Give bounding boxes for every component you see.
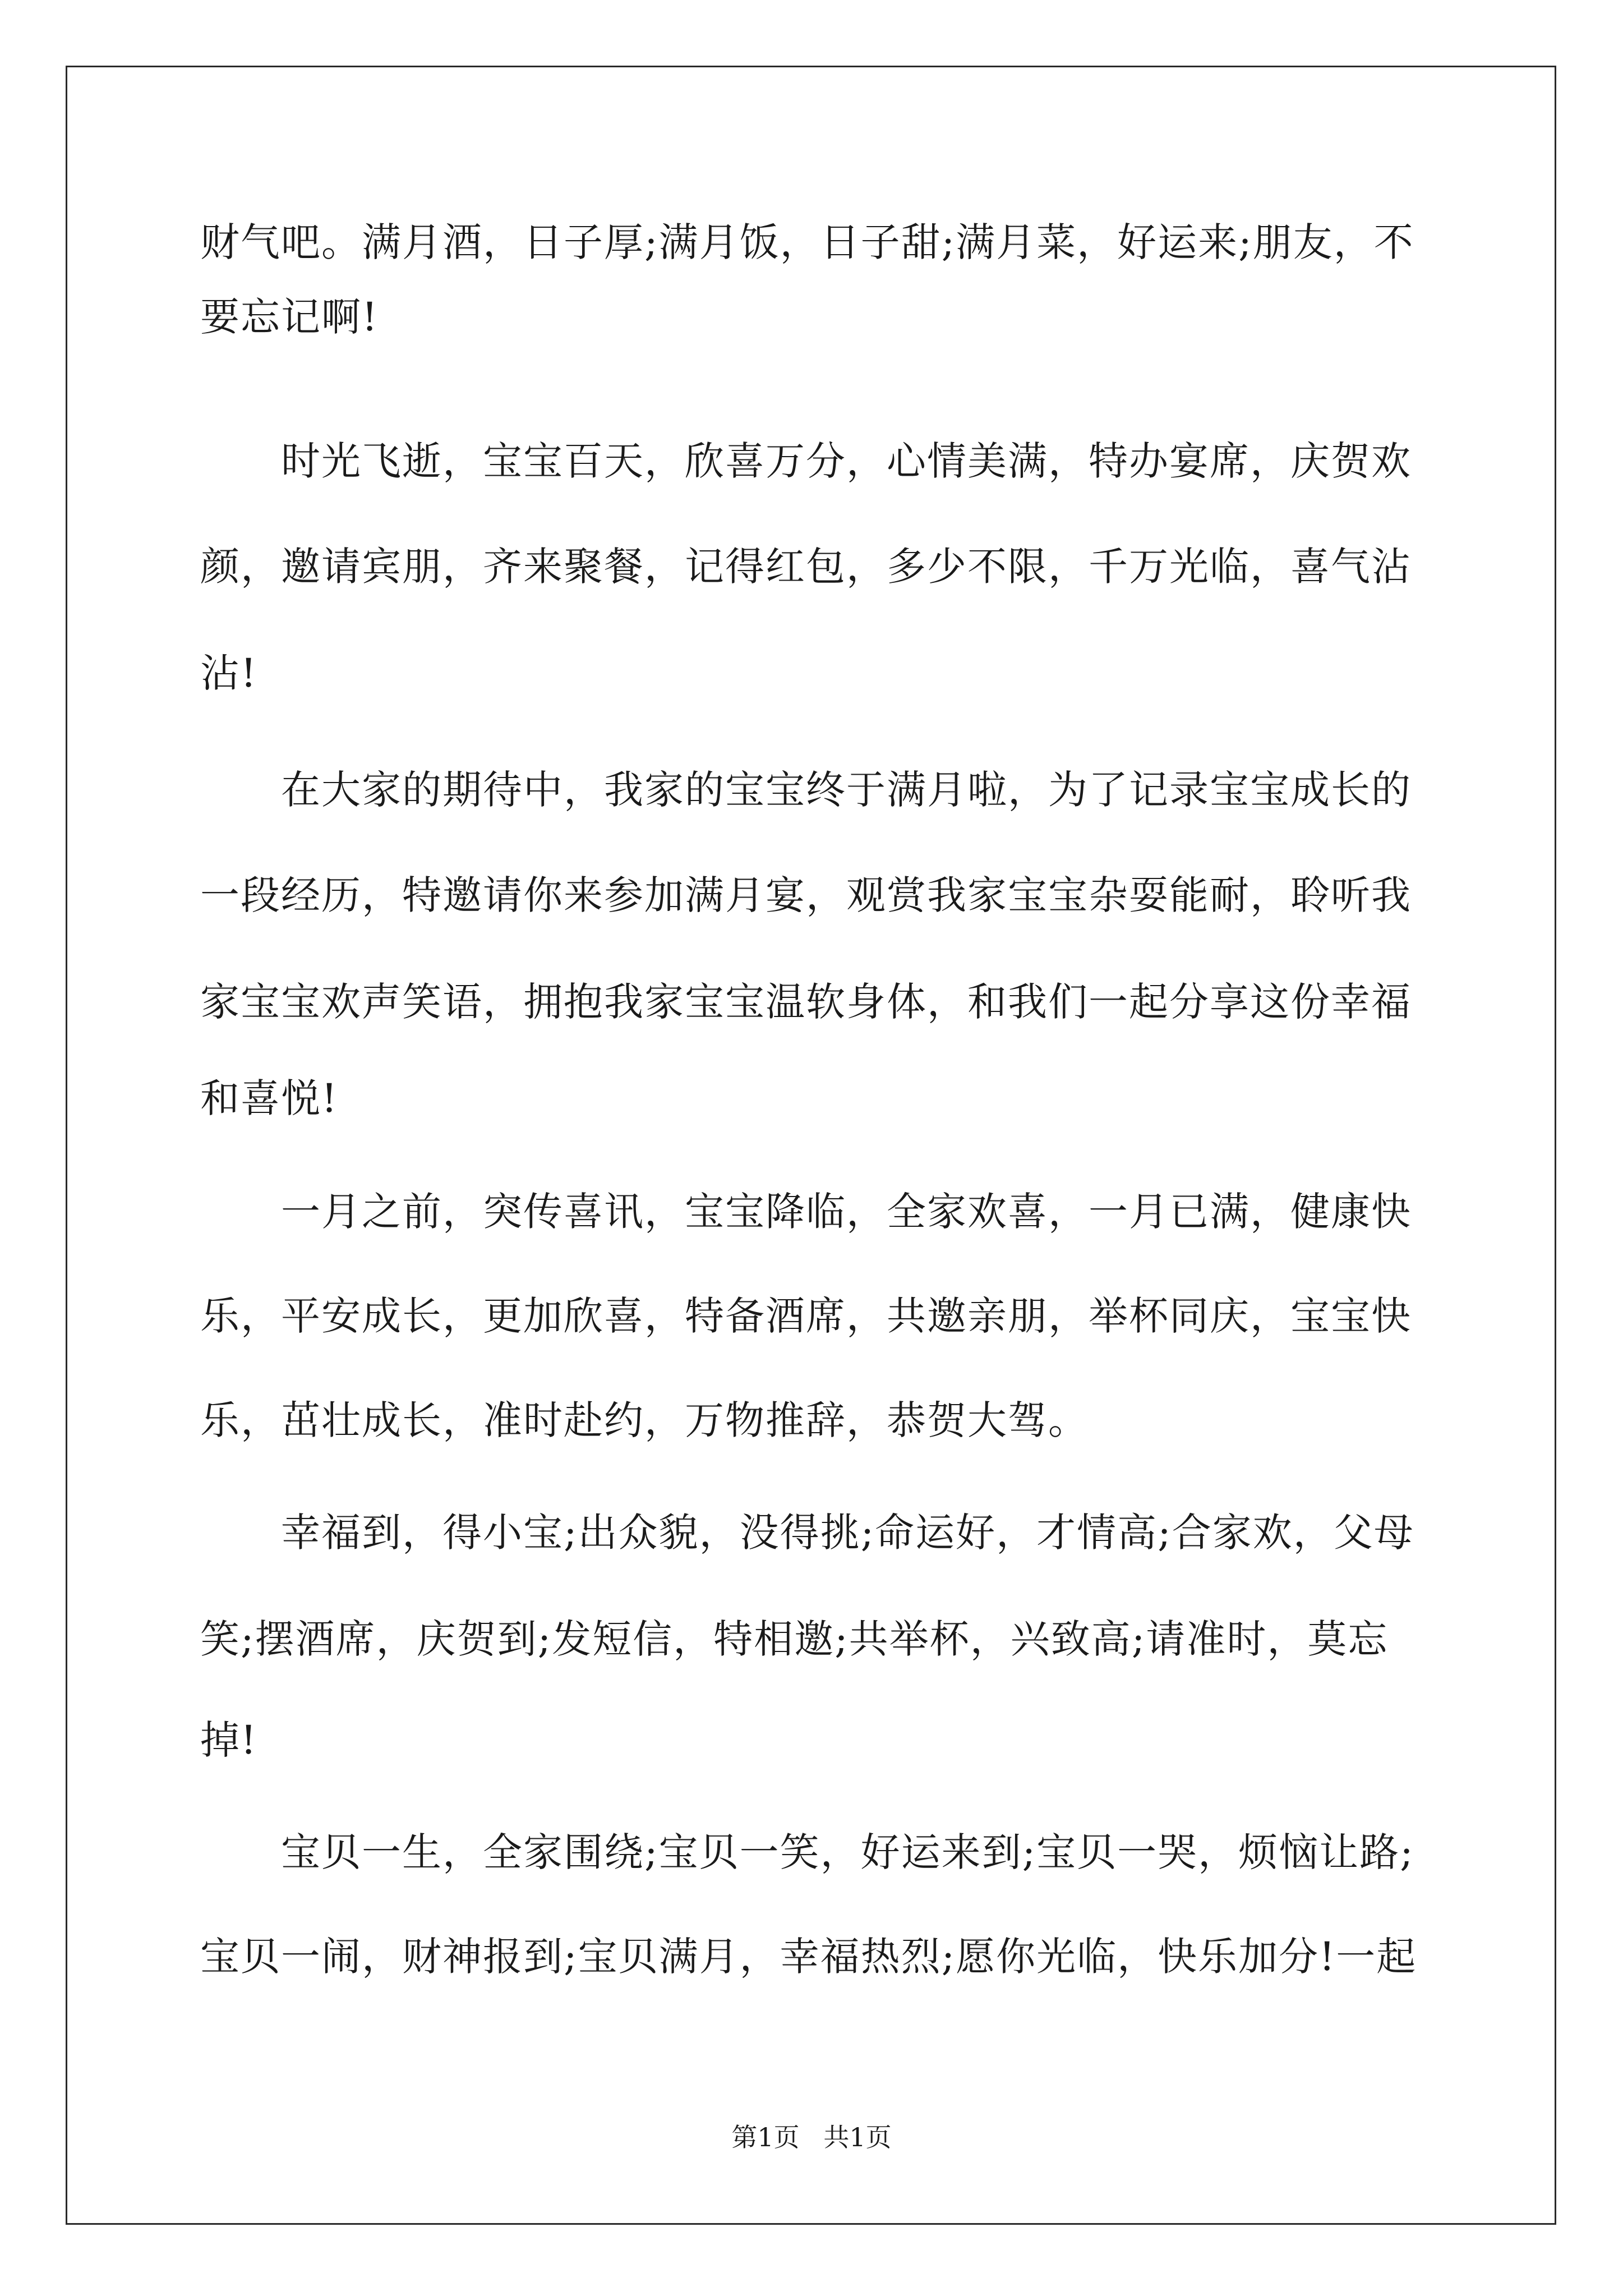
text-line: 要忘记啊! <box>200 294 379 340</box>
text-line: 时光飞逝，宝宝百天，欣喜万分，心情美满，特办宴席，庆贺欢 <box>200 438 1412 484</box>
text-line: 家宝宝欢声笑语，拥抱我家宝宝温软身体，和我们一起分享这份幸福 <box>200 979 1412 1025</box>
text-line: 宝贝一闹，财神报到;宝贝满月，幸福热烈;愿你光临，快乐加分!一起 <box>200 1934 1417 1980</box>
text-line: 笑;摆酒席，庆贺到;发短信，特相邀;共举杯，兴致高;请准时，莫忘 <box>200 1616 1389 1662</box>
text-line: 一月之前，突传喜讯，宝宝降临，全家欢喜，一月已满，健康快 <box>200 1189 1412 1235</box>
text-line: 在大家的期待中，我家的宝宝终于满月啦，为了记录宝宝成长的 <box>200 767 1412 813</box>
text-line: 财气吧。满月酒，日子厚;满月饭，日子甜;满月菜，好运来;朋友，不 <box>200 219 1414 265</box>
current-page-number: 第1页 <box>731 2122 800 2152</box>
text-line: 和喜悦! <box>200 1075 339 1121</box>
text-line: 颜，邀请宾朋，齐来聚餐，记得红包，多少不限，千万光临，喜气沾 <box>200 544 1412 590</box>
text-line: 一段经历，特邀请你来参加满月宴，观赏我家宝宝杂耍能耐，聆听我 <box>200 872 1412 918</box>
text-line: 幸福到，得小宝;出众貌，没得挑;命运好，才情高;合家欢，父母 <box>200 1510 1414 1556</box>
total-pages: 共1页 <box>823 2122 892 2152</box>
text-line: 掉! <box>200 1717 258 1763</box>
text-line: 宝贝一生，全家围绕;宝贝一笑，好运来到;宝贝一哭，烦恼让路; <box>200 1829 1414 1875</box>
text-line: 乐，平安成长，更加欣喜，特备酒席，共邀亲朋，举杯同庆，宝宝快 <box>200 1293 1412 1339</box>
page-footer <box>0 2120 1623 2154</box>
text-line: 乐，茁壮成长，准时赴约，万物推辞，恭贺大驾。 <box>200 1397 1089 1443</box>
text-line: 沾! <box>200 650 258 696</box>
page-border <box>66 66 1556 2225</box>
